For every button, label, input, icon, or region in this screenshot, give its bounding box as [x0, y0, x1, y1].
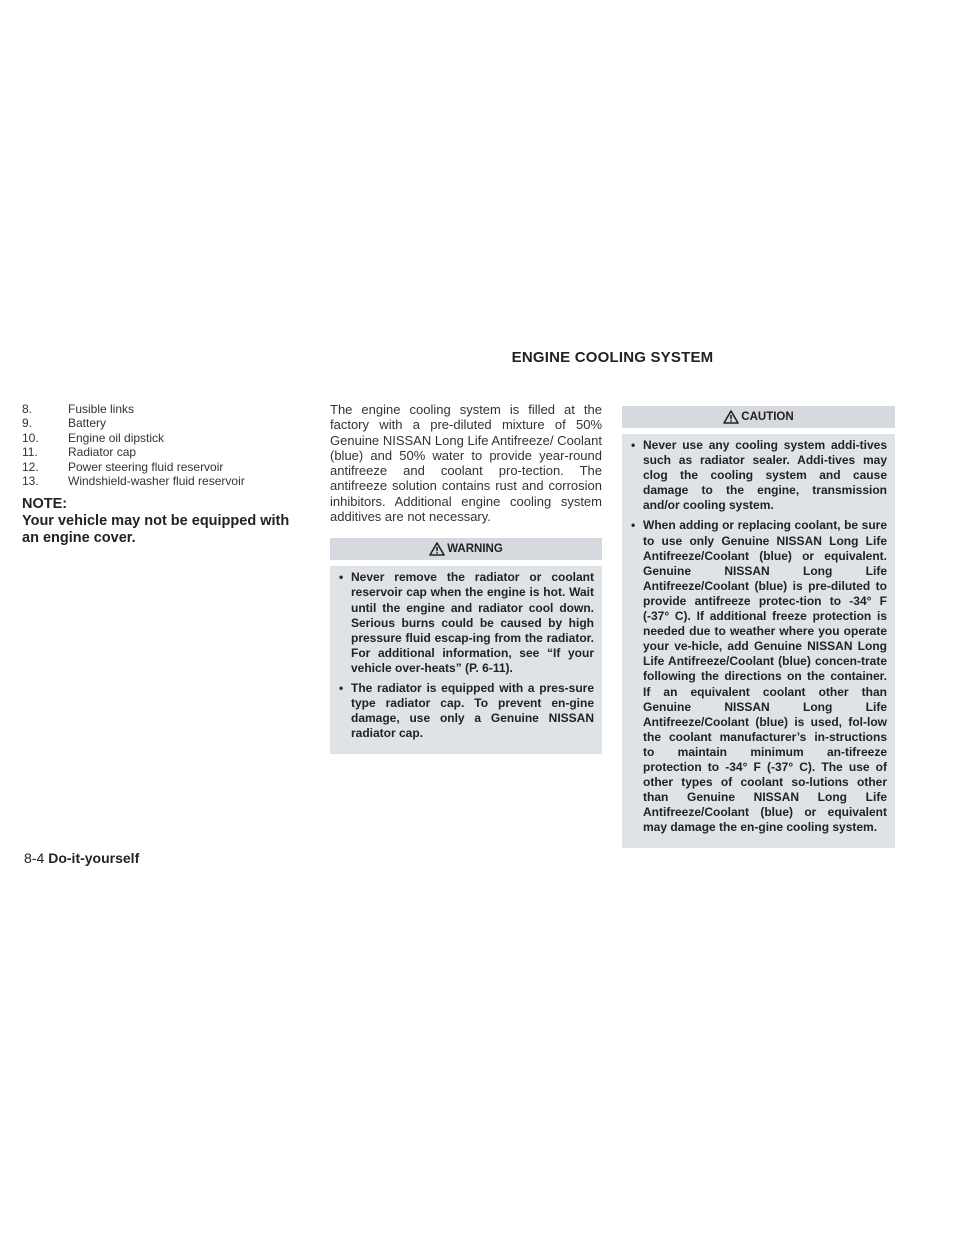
- caution-list: [622, 434, 895, 835]
- note-heading: NOTE:: [22, 496, 68, 513]
- page-number: 8-4: [24, 850, 45, 866]
- warning-icon: [429, 542, 445, 556]
- parts-list: [22, 402, 300, 488]
- list-item: • When adding or replacing coolant, be sure to use only Genuine NISSAN Long Life Antifreeze/Coolant (blue) or equivalent. Genuine NISSAN Long Life Antifreeze/Coolant (blue) is pre-diluted to provide antifreeze protec-tion to -34° F (-37° C). If additional freeze protection is needed due to weather where you operate your ve-hicle, add Genuine NISSAN Long Life Antifreeze/Coolant (blue) concen-trate following the directions on the container. If an equivalent coolant other than Genuine NISSAN Long Life Antifreeze/Coolant (blue) is used, fol-low the coolant manufacturer’s in-structions to maintain minimum an-tifreeze protection to -34° F (-37° C). The use of other types of coolant so-lutions other than Genuine NISSAN Long Life Antifreeze/Coolant (blue) or equivalent may damage the en-gine cooling system.: [631, 518, 887, 835]
- list-item: • The radiator is equipped with a pres-sure type radiator cap. To prevent en-gine damage, use only a Genuine NISSAN radiator cap.: [339, 681, 594, 741]
- list-item: • Never remove the radiator or coolant reservoir cap when the engine is hot. Wait until the engine and radiator cool down. Serious burns could be caused by high pressure fluid escap-ing from the radiator. For additional information, see “If your vehicle over-heats” (P. 6-11).: [339, 570, 594, 675]
- caution-column: [622, 406, 895, 848]
- note-text: Your vehicle may not be equipped with an engine cover.: [22, 513, 290, 547]
- list-item: 9. Battery: [22, 416, 107, 431]
- caution-header: [622, 406, 895, 428]
- warning-title: WARNING: [447, 543, 503, 556]
- caution-icon: [723, 410, 739, 424]
- list-item: 8. Fusible links: [22, 402, 135, 416]
- caution-title: CAUTION: [741, 411, 794, 423]
- caution-box: [622, 406, 895, 848]
- note-block: [22, 496, 300, 547]
- list-item: • Never use any cooling system addi-tives such as radiator sealer. Addi-tives may clog the cooling system and cause damage to the engine, transmission and/or cooling system.: [631, 438, 887, 513]
- section-title: ENGINE COOLING SYSTEM: [511, 349, 714, 366]
- intro-column: [330, 402, 602, 754]
- warning-box: [330, 538, 602, 754]
- list-item: 13. Windshield-washer fluid reservoir: [22, 474, 245, 489]
- intro-paragraph: The engine cooling system is filled at the factory with a pre-diluted mixture of 50% Genuine NISSAN Long Life Antifreeze/ Coolant (blue) and 50% water to provide year-round antifreeze and coolant pro-tection. The antifreeze solution contains rust and corrosion inhibitors. Additional engine cooling system additives are not necessary.: [330, 402, 602, 525]
- warning-list: [330, 566, 602, 741]
- page-footer: [24, 850, 139, 866]
- list-item: 12. Power steering fluid reservoir: [22, 459, 224, 474]
- list-item: 10. Engine oil dipstick: [22, 430, 165, 445]
- warning-header: [330, 538, 602, 560]
- footer-section-name: Do-it-yourself: [48, 850, 140, 866]
- parts-column: [22, 402, 300, 547]
- list-item: 11. Radiator cap: [22, 445, 137, 460]
